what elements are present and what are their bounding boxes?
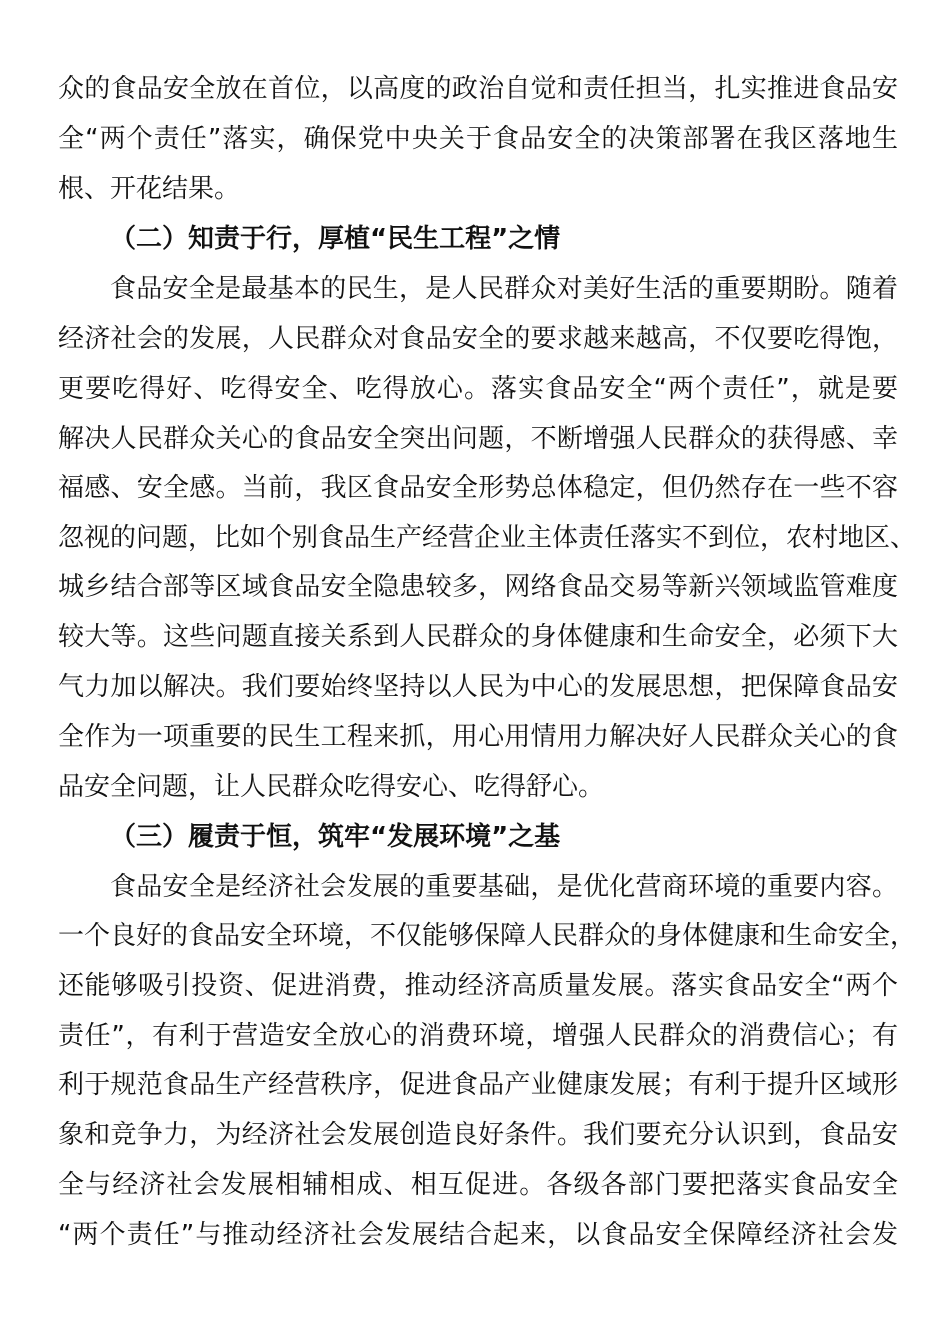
paragraph-line: 食品安全是最基本的民生，是人民群众对美好生活的重要期盼。随着 xyxy=(110,274,898,304)
paragraph-line: 忽视的问题，比如个别食品生产经营企业主体责任落实不到位，农村地区、 xyxy=(58,523,917,553)
paragraph-line: 较大等。这些问题直接关系到人民群众的身体健康和生命安全，必须下大 xyxy=(58,622,898,652)
paragraph-line: “两个责任”与推动经济社会发展结合起来，以食品安全保障经济社会发 xyxy=(58,1220,898,1250)
paragraph-line: 责任”，有利于营造安全放心的消费环境，增强人民群众的消费信心；有 xyxy=(58,1021,898,1051)
paragraph-line: 城乡结合部等区域食品安全隐患较多，网络食品交易等新兴领域监管难度 xyxy=(58,572,898,602)
paragraph-line: 还能够吸引投资、促进消费，推动经济高质量发展。落实食品安全“两个 xyxy=(58,971,898,1001)
section-heading-3: （三）履责于恒，筑牢“发展环境”之基 xyxy=(110,822,561,852)
paragraph-line: 全“两个责任”落实，确保党中央关于食品安全的决策部署在我区落地生 xyxy=(58,124,898,154)
paragraph-line: 解决人民群众关心的食品安全突出问题，不断增强人民群众的获得感、幸 xyxy=(58,424,898,454)
paragraph-line: 更要吃得好、吃得安全、吃得放心。落实食品安全“两个责任”，就是要 xyxy=(58,374,898,404)
paragraph-line: 全作为一项重要的民生工程来抓，用心用情用力解决好人民群众关心的食 xyxy=(58,722,898,752)
paragraph-line: 食品安全是经济社会发展的重要基础，是优化营商环境的重要内容。 xyxy=(110,872,898,902)
paragraph-line: 气力加以解决。我们要始终坚持以人民为中心的发展思想，把保障食品安 xyxy=(58,672,898,702)
paragraph-line: 根、开花结果。 xyxy=(58,174,241,204)
paragraph-line: 福感、安全感。当前，我区食品安全形势总体稳定，但仍然存在一些不容 xyxy=(58,473,898,503)
paragraph-line: 品安全问题，让人民群众吃得安心、吃得舒心。 xyxy=(58,772,605,802)
paragraph-line: 一个良好的食品安全环境，不仅能够保障人民群众的身体健康和生命安全， xyxy=(58,921,917,951)
paragraph-line: 利于规范食品生产经营秩序，促进食品产业健康发展；有利于提升区域形 xyxy=(58,1070,898,1100)
paragraph-line: 全与经济社会发展相辅相成、相互促进。各级各部门要把落实食品安全 xyxy=(58,1170,898,1200)
paragraph-line: 众的食品安全放在首位，以高度的政治自觉和责任担当，扎实推进食品安 xyxy=(58,74,898,104)
section-heading-2: （二）知责于行，厚植“民生工程”之情 xyxy=(110,224,561,254)
paragraph-line: 象和竞争力，为经济社会发展创造良好条件。我们要充分认识到，食品安 xyxy=(58,1120,898,1150)
paragraph-line: 经济社会的发展，人民群众对食品安全的要求越来越高，不仅要吃得饱， xyxy=(58,324,898,354)
